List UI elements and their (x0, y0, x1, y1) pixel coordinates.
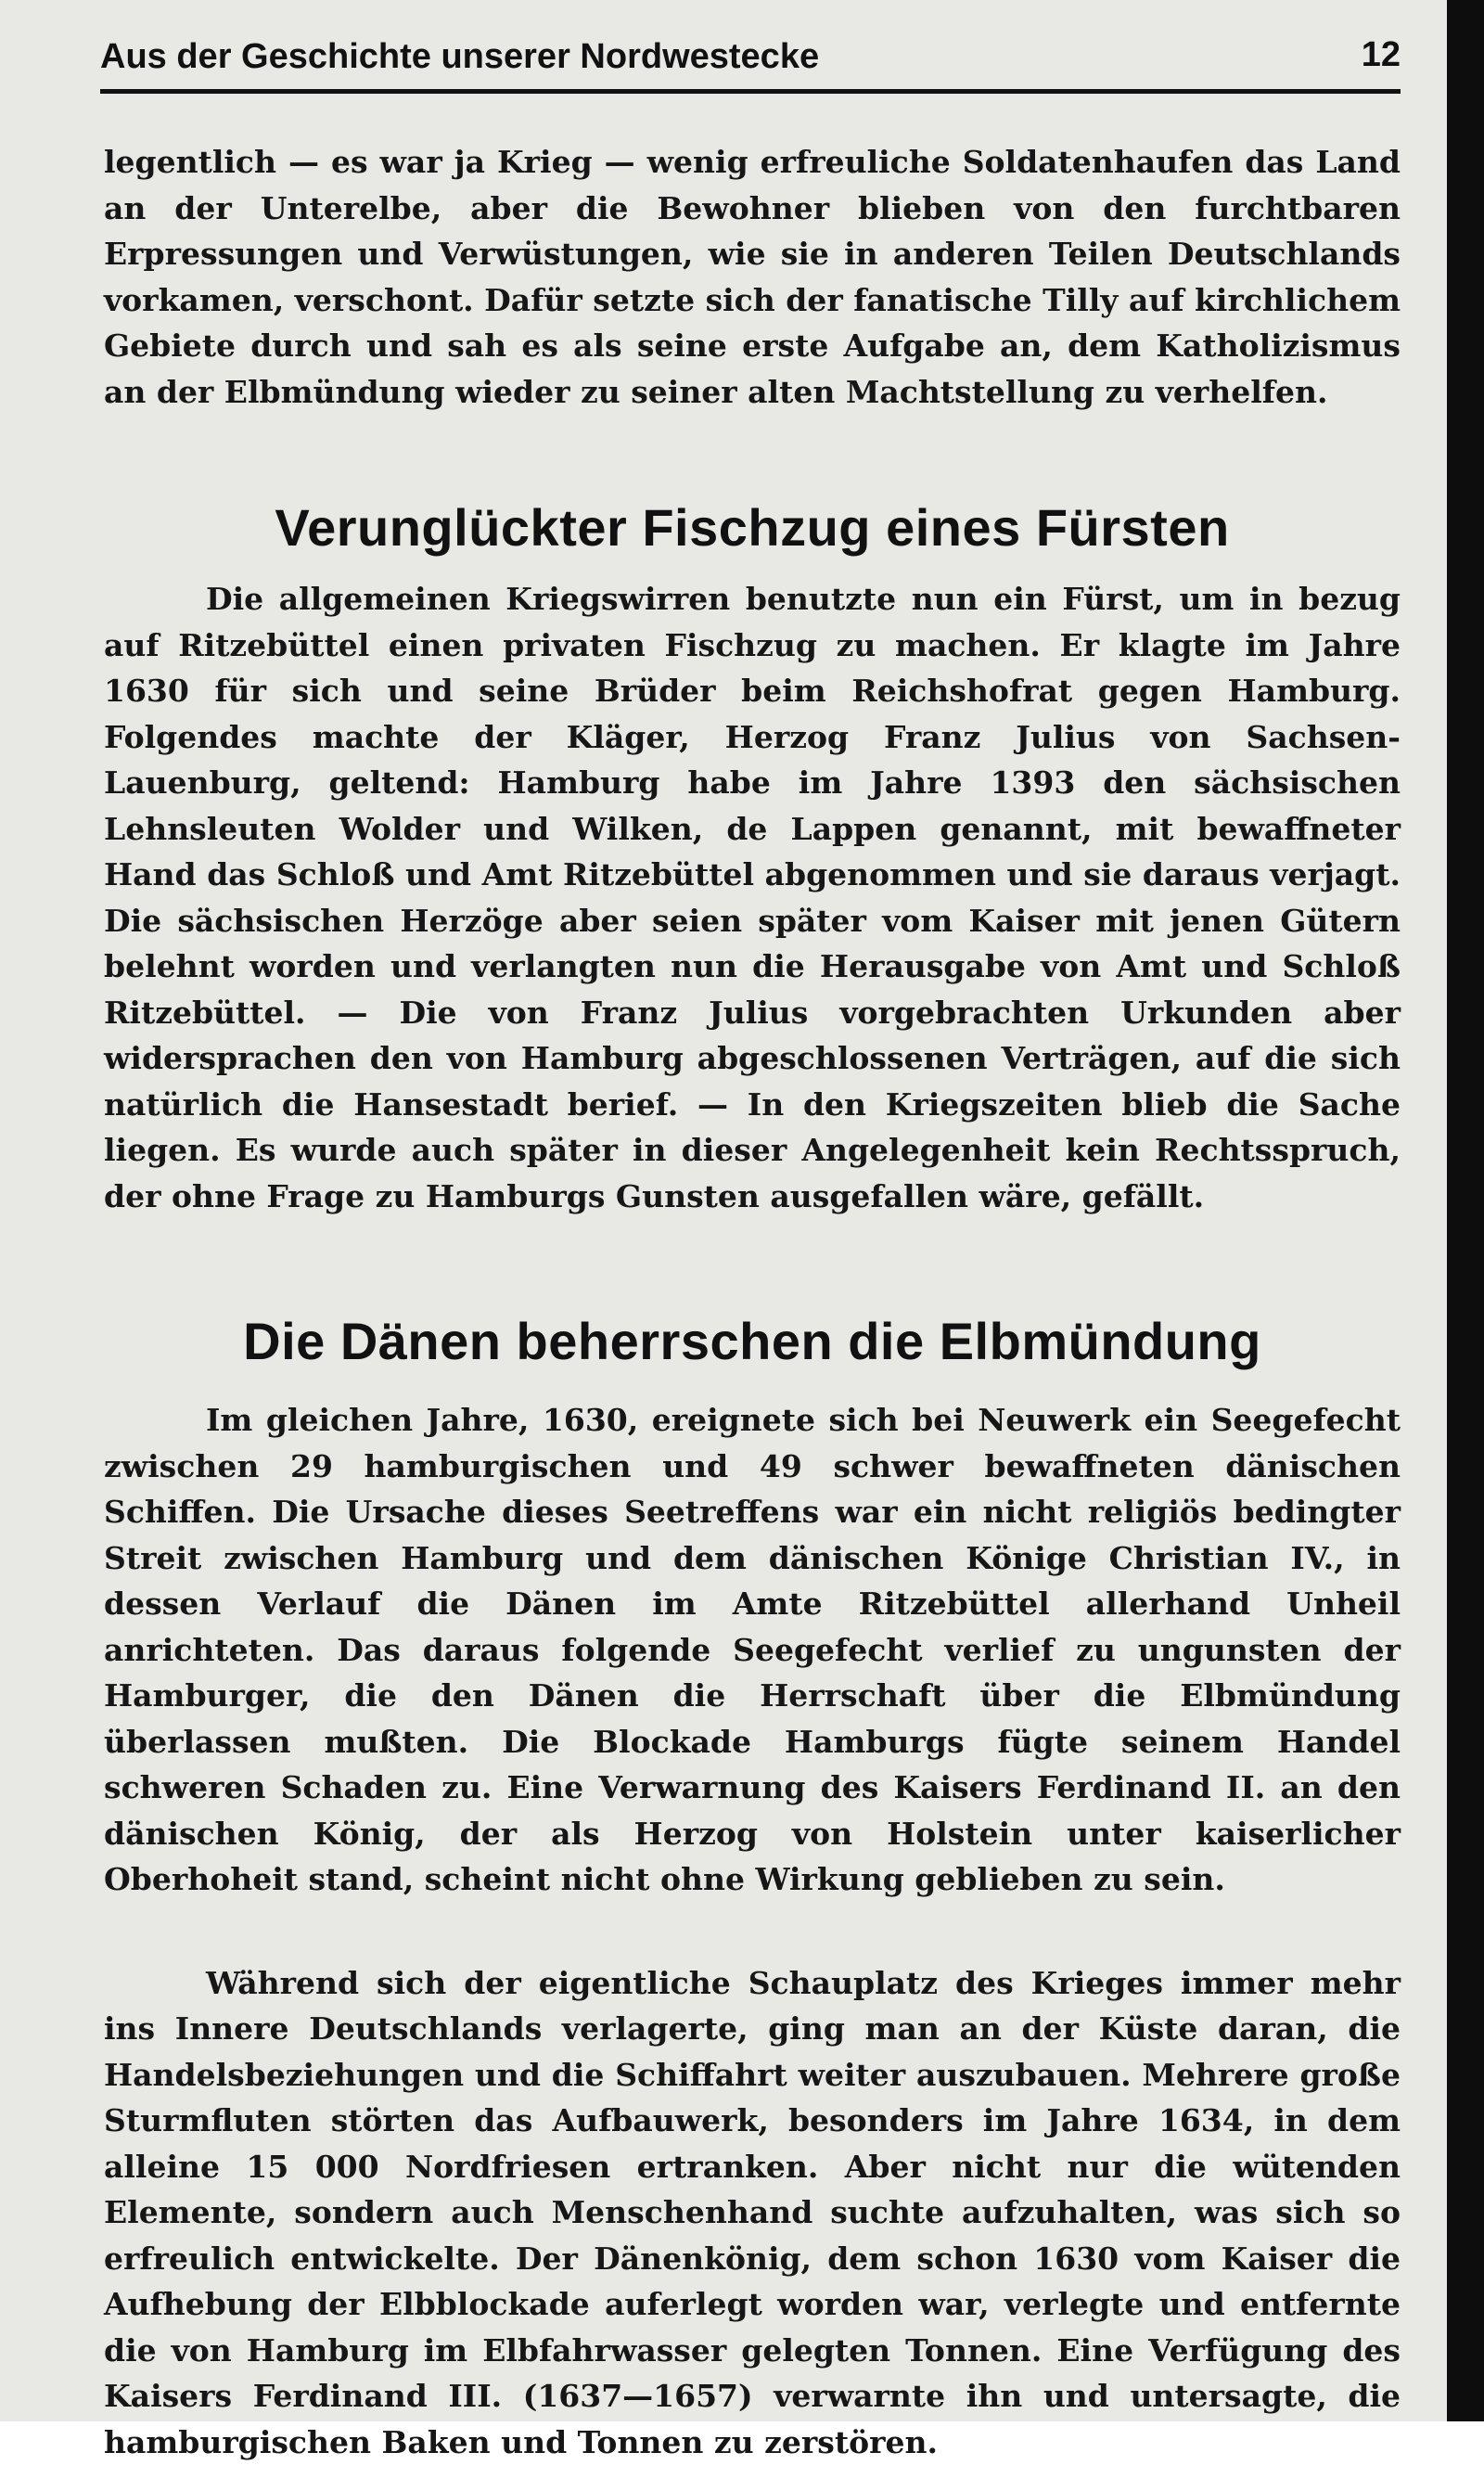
running-title: Aus der Geschichte unserer Nordwestecke (100, 37, 819, 77)
paragraph-fischzug: Die allgemeinen Kriegswirren benutzte nun ein Fürst, um in bezug auf Ritzebüttel einen privaten Fischzug zu machen. Er klagte im Jahre 1630 für sich und seine Brüder beim Reichshofrat gegen Hamburg. Folgendes machte der Kläger, Herzog Franz Julius von Sachsen-Lauenburg, geltend: Hamburg habe im Jahre 1393 den sächsischen Lehnsleuten Wolder und Wilken, de Lappen genannt, mit bewaffneter Hand das Schloß und Amt Ritzebüttel abgenommen und sie daraus verjagt. Die sächsischen Herzöge aber seien später vom Kaiser mit jenen Gütern belehnt worden und verlangten nun die Herausgabe von Amt und Schloß Ritzebüttel. — Die von Franz Julius vorgebrachten Urkunden aber widersprachen den von Hamburg abgeschlossenen Verträgen, auf die sich natürlich die Hansestadt berief. — In den Kriegszeiten blieb die Sache liegen. Es wurde auch später in dieser Angelegenheit kein Rechtsspruch, der ohne Frage zu Hamburgs Gunsten ausgefallen wäre, gefällt. (104, 576, 1401, 1219)
paragraph-daenen-1: Im gleichen Jahre, 1630, ereignete sich bei Neuwerk ein Seegefecht zwischen 29 hamburgischen und 49 schwer bewaffneten dänischen Schiffen. Die Ursache dieses Seetreffens war ein nicht religiös bedingter Streit zwischen Hamburg und dem dänischen Könige Christian IV., in dessen Verlauf die Dänen im Amte Ritzebüttel allerhand Unheil anrichteten. Das daraus folgende Seegefecht verlief zu ungunsten der Hamburger, die den Dänen die Herrschaft über die Elbmündung überlassen mußten. Die Blockade Hamburgs fügte seinem Handel schweren Schaden zu. Eine Verwarnung des Kaisers Ferdinand II. an den dänischen König, der als Herzog von Holstein unter kaiserlicher Oberhoheit stand, scheint nicht ohne Wirkung geblieben zu sein. (104, 1397, 1401, 1903)
page-number: 12 (1362, 35, 1401, 75)
section-heading-daenen: Die Dänen beherrschen die Elbmündung (104, 1219, 1401, 1397)
running-header (100, 33, 1401, 94)
page-body (104, 139, 1401, 2465)
paragraph-daenen-2: Während sich der eigentliche Schauplatz des Krieges immer mehr ins Innere Deutschlands verlagerte, ging man an der Küste daran, die Handelsbeziehungen und die Schiffahrt weiter auszubauen. Mehrere große Sturmfluten störten das Aufbauwerk, besonders im Jahre 1634, in dem alleine 15 000 Nordfriesen ertranken. Aber nicht nur die wütenden Elemente, sondern auch Menschenhand suchte aufzuhalten, was sich so erfreulich entwickelte. Der Dänenkönig, dem schon 1630 vom Kaiser die Aufhebung der Elbblockade auferlegt worden war, verlegte und entfernte die von Hamburg im Elbfahrwasser gelegten Tonnen. Eine Verfügung des Kaisers Ferdinand III. (1637—1657) verwarnte ihn und untersagte, die hamburgischen Baken und Tonnen zu zerstören. (104, 1960, 1401, 2465)
paragraph-gap (104, 1903, 1401, 1960)
intro-paragraph: legentlich — es war ja Krieg — wenig erfreuliche Soldatenhaufen das Land an der Unterelbe, aber die Bewohner blieben von den furchtbaren Erpressungen und Verwüstungen, wie sie in anderen Teilen Deutschlands vorkamen, verschont. Dafür setzte sich der fanatische Tilly auf kirchlichem Gebiete durch und sah es als seine erste Aufgabe an, dem Katholizismus an der Elbmündung wieder zu seiner alten Machtstellung zu verhelfen. (104, 139, 1401, 415)
scan-edge-shadow (1447, 0, 1484, 2421)
section-heading-fischzug: Verunglückter Fischzug eines Fürsten (104, 415, 1401, 576)
